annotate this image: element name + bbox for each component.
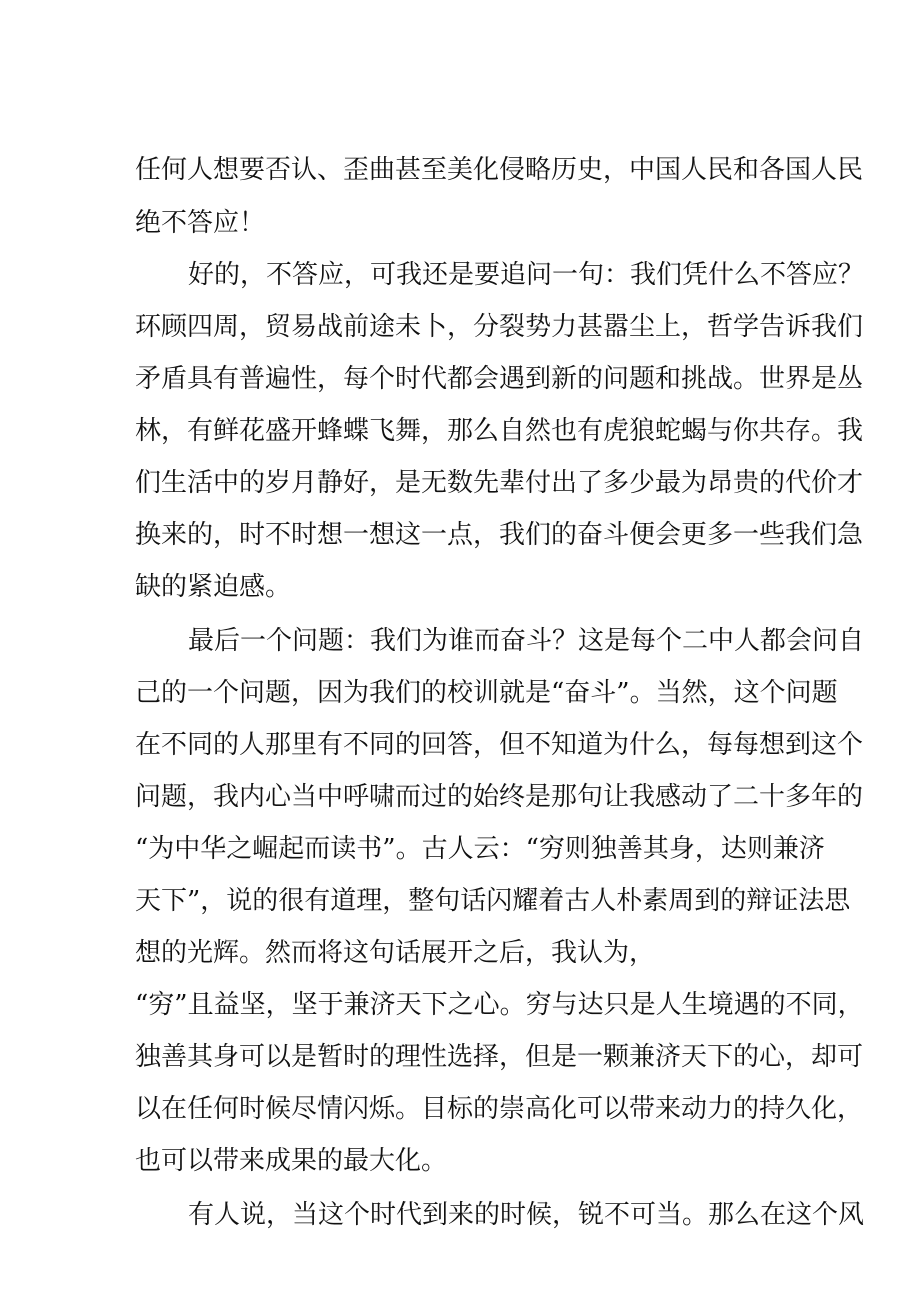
text-line-11: 己的一个问题，因为我们的校训就是“奋斗”。当然，这个问题: [135, 678, 838, 708]
text-line-7: 们生活中的岁月静好，是无数先辈付出了多少最为昂贵的代价才: [135, 468, 864, 498]
text-line-17: “穷”且益坚，坚于兼济天下之心。穷与达只是人生境遇的不同，: [135, 990, 864, 1020]
text-line-2: 绝不答应！: [135, 208, 266, 238]
text-line-4: 环顾四周，贸易战前途未卜，分裂势力甚嚣尘上，哲学告诉我们: [135, 312, 864, 342]
text-line-6: 林，有鲜花盛开蜂蝶飞舞，那么自然也有虎狼蛇蝎与你共存。我: [135, 416, 864, 446]
text-line-19: 以在任何时候尽情闪烁。目标的崇高化可以带来动力的持久化，: [135, 1094, 864, 1124]
text-line-12: 在不同的人那里有不同的回答，但不知道为什么，每每想到这个: [135, 730, 864, 760]
text-line-14: “为中华之崛起而读书”。古人云：“穷则独善其身，达则兼济: [135, 834, 825, 864]
text-line-3: 好的，不答应，可我还是要追问一句：我们凭什么不答应？: [188, 260, 865, 290]
text-line-5: 矛盾具有普遍性，每个时代都会遇到新的问题和挑战。世界是丛: [135, 364, 864, 394]
text-line-8: 换来的，时不时想一想这一点，我们的奋斗便会更多一些我们急: [135, 520, 864, 550]
text-line-1: 任何人想要否认、歪曲甚至美化侵略历史，中国人民和各国人民: [135, 155, 864, 185]
text-line-10: 最后一个问题：我们为谁而奋斗？这是每个二中人都会问自: [188, 626, 865, 656]
text-line-15: 天下”，说的很有道理，整句话闪耀着古人朴素周到的辩证法思: [135, 886, 851, 916]
text-line-18: 独善其身可以是暂时的理性选择，但是一颗兼济天下的心，却可: [135, 1042, 864, 1072]
text-line-20: 也可以带来成果的最大化。: [135, 1146, 448, 1176]
text-line-9: 缺的紧迫感。: [135, 572, 292, 602]
text-line-16: 想的光辉。然而将这句话展开之后，我认为，: [135, 938, 656, 968]
text-line-21: 有人说，当这个时代到来的时候，锐不可当。那么在这个风: [188, 1200, 865, 1230]
text-line-13: 问题，我内心当中呼啸而过的始终是那句让我感动了二十多年的: [135, 782, 864, 812]
